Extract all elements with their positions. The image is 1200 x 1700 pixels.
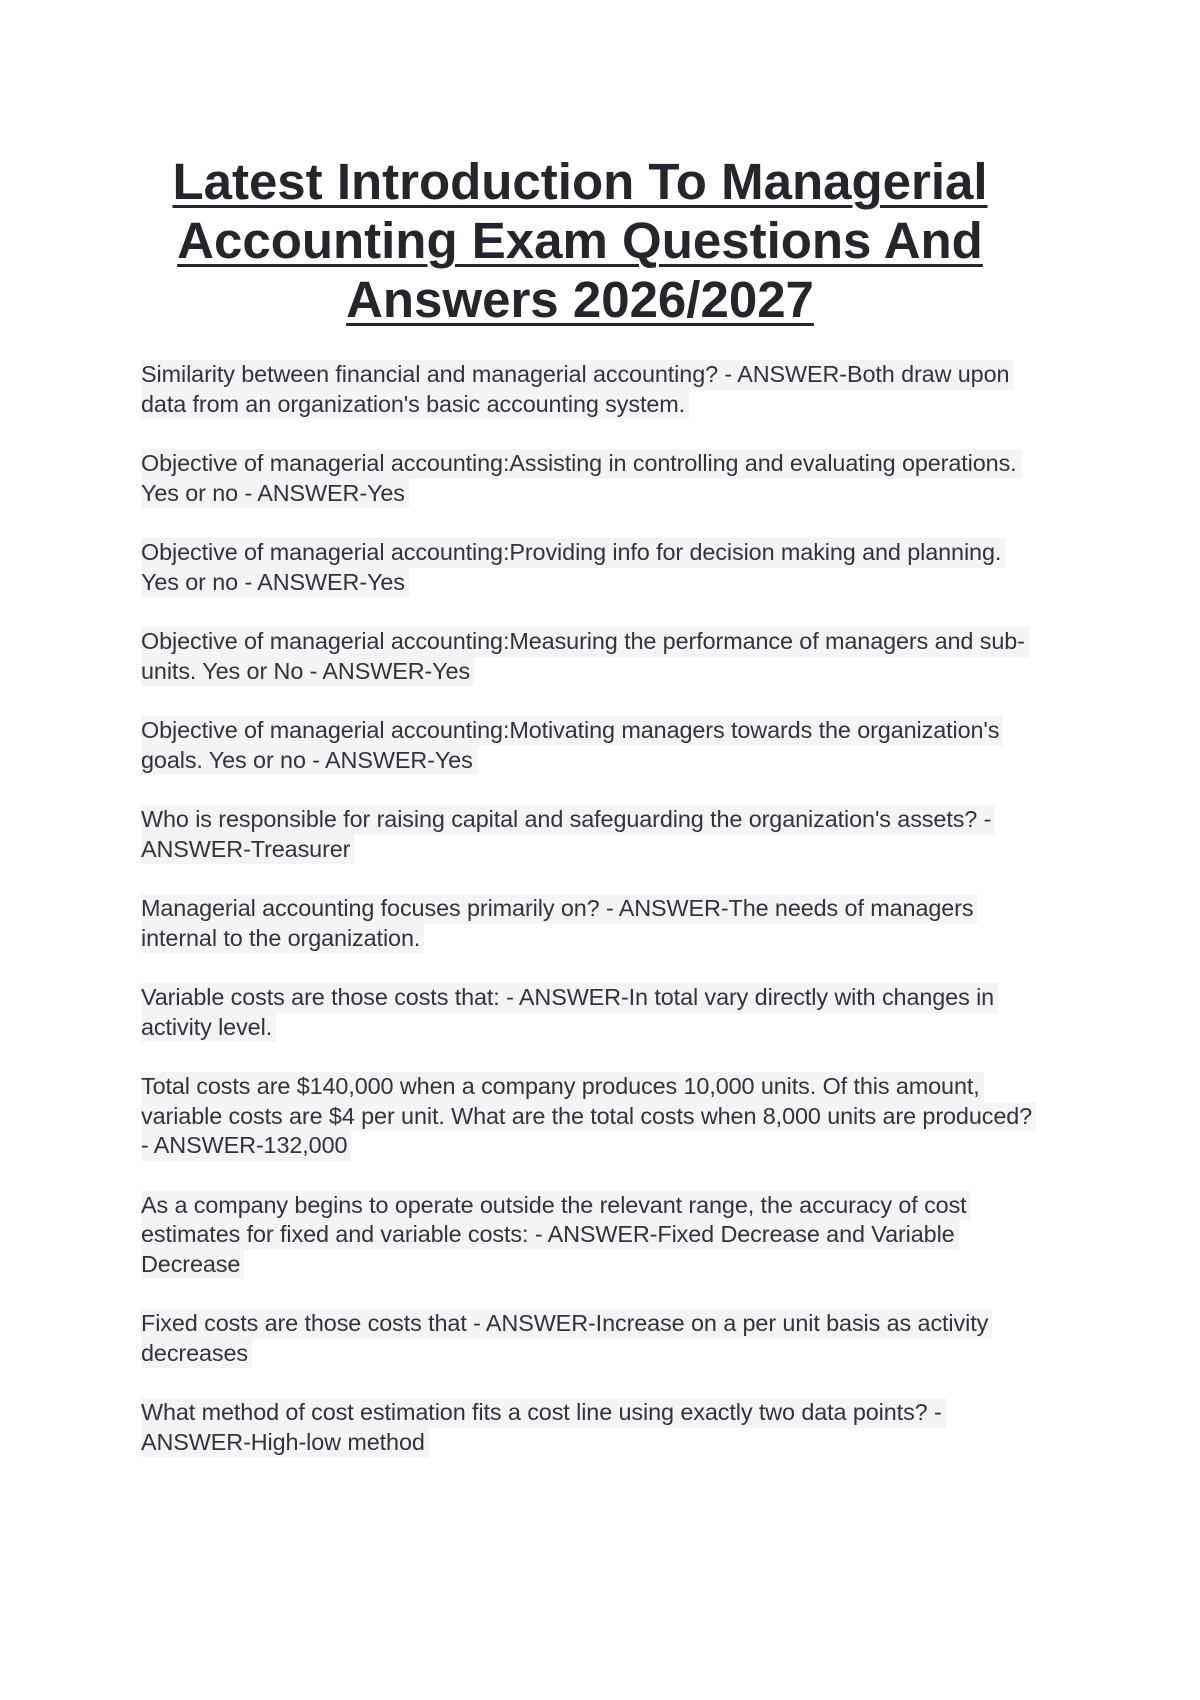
qa-line: - ANSWER-132,000 — [141, 1131, 351, 1161]
qa-line: units. Yes or No - ANSWER-Yes — [141, 657, 474, 687]
page-title — [150, 152, 1010, 329]
qa-line: Objective of managerial accounting:Motivating managers towards the organization's — [141, 716, 1003, 746]
qa-line: Objective of managerial accounting:Assisting in controlling and evaluating operations. — [141, 449, 1021, 479]
qa-line: Yes or no - ANSWER-Yes — [141, 568, 409, 598]
qa-line: ANSWER-Treasurer — [141, 835, 354, 865]
qa-item — [141, 1191, 1066, 1280]
qa-item — [141, 1309, 1066, 1368]
qa-line: What method of cost estimation fits a cost line using exactly two data points? - — [141, 1398, 946, 1428]
qa-line: activity level. — [141, 1013, 276, 1043]
qa-line: goals. Yes or no - ANSWER-Yes — [141, 746, 477, 776]
qa-item — [141, 1398, 1066, 1457]
qa-item — [141, 360, 1066, 419]
qa-item — [141, 1072, 1066, 1161]
title-line: Accounting Exam Questions And — [177, 212, 983, 269]
qa-line: Total costs are $140,000 when a company produces 10,000 units. Of this amount, — [141, 1072, 984, 1102]
qa-item — [141, 538, 1066, 597]
qa-line: internal to the organization. — [141, 924, 424, 954]
qa-line: data from an organization's basic accounting system. — [141, 390, 689, 420]
qa-line: Managerial accounting focuses primarily on? - ANSWER-The needs of managers — [141, 894, 977, 924]
qa-line: Fixed costs are those costs that - ANSWER-Increase on a per unit basis as activity — [141, 1309, 992, 1339]
qa-item — [141, 894, 1066, 953]
qa-line: Similarity between financial and managerial accounting? - ANSWER-Both draw upon — [141, 360, 1013, 390]
qa-line: As a company begins to operate outside the relevant range, the accuracy of cost — [141, 1191, 971, 1221]
qa-item — [141, 627, 1066, 686]
title-line: Answers 2026/2027 — [346, 271, 814, 328]
qa-line: Objective of managerial accounting:Providing info for decision making and planning. — [141, 538, 1005, 568]
qa-line: variable costs are $4 per unit. What are the total costs when 8,000 units are produced? — [141, 1102, 1036, 1132]
qa-line: Variable costs are those costs that: - ANSWER-In total vary directly with changes in — [141, 983, 998, 1013]
qa-item — [141, 449, 1066, 508]
qa-line: Yes or no - ANSWER-Yes — [141, 479, 409, 509]
qa-line: decreases — [141, 1339, 252, 1369]
qa-item — [141, 805, 1066, 864]
qa-line: Objective of managerial accounting:Measuring the performance of managers and sub- — [141, 627, 1029, 657]
qa-list — [141, 360, 1066, 1487]
title-line: Latest Introduction To Managerial — [172, 153, 988, 210]
qa-item — [141, 716, 1066, 775]
qa-line: Decrease — [141, 1250, 244, 1280]
qa-line: estimates for fixed and variable costs: - ANSWER-Fixed Decrease and Variable — [141, 1220, 959, 1250]
qa-item — [141, 983, 1066, 1042]
qa-line: ANSWER-High-low method — [141, 1428, 429, 1458]
qa-line: Who is responsible for raising capital and safeguarding the organization's assets? - — [141, 805, 995, 835]
